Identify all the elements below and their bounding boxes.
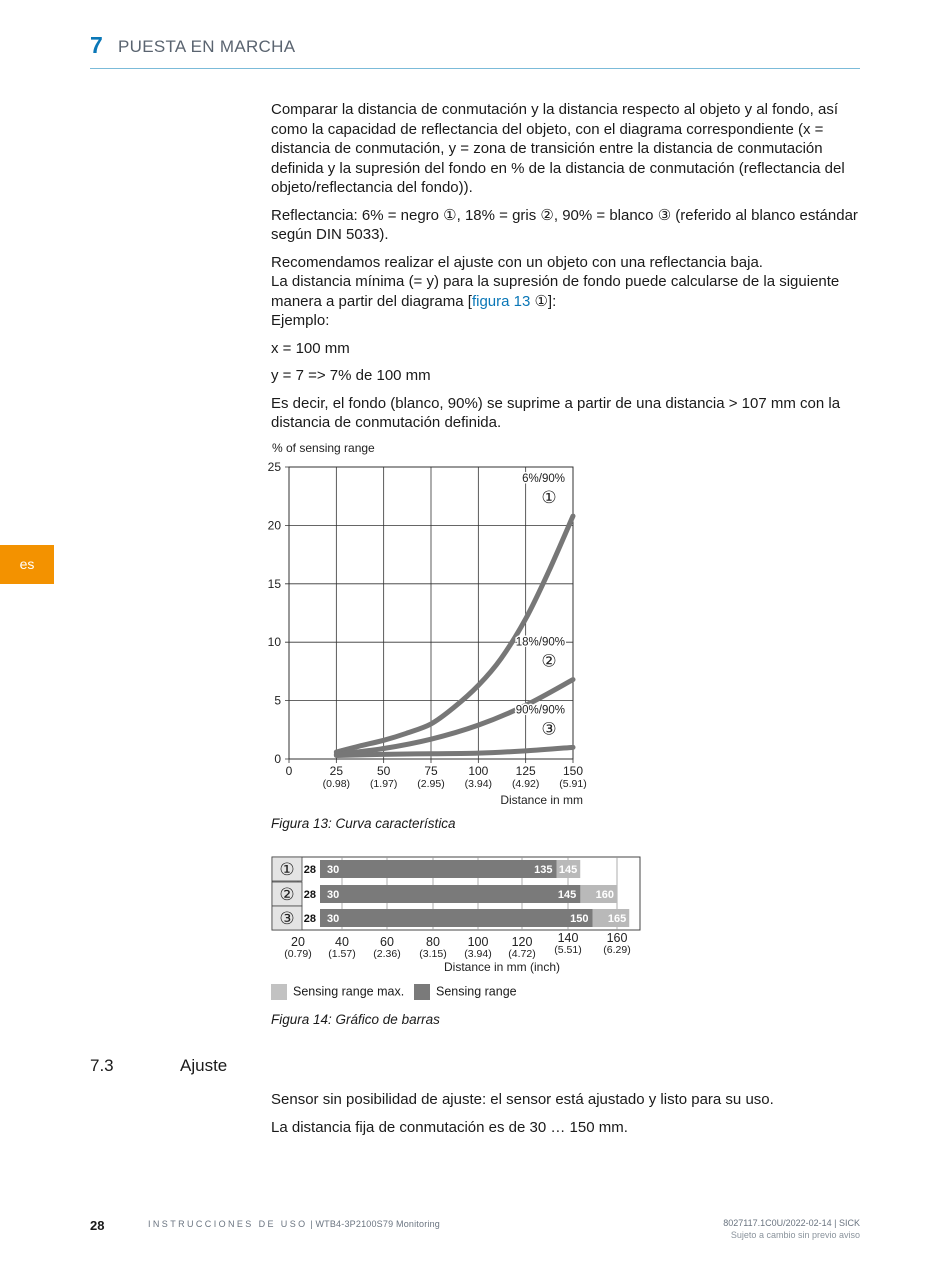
footer-doc-type: INSTRUCCIONES DE USO: [148, 1219, 308, 1229]
x-tick-label-inch: (2.95): [417, 778, 445, 790]
y-tick-label: 15: [267, 576, 281, 591]
section-text: [271, 1090, 861, 1145]
series-marker-1: ①: [541, 488, 557, 508]
section-paragraph-2: La distancia fija de conmutación es de 30 … 150 mm.: [271, 1118, 628, 1136]
section-title: Ajuste: [180, 1056, 228, 1075]
x-tick-label: 60: [380, 935, 394, 949]
series-marker-2: ②: [541, 651, 557, 671]
x-tick-label-inch: (5.51): [554, 944, 582, 956]
y-tick-label: 0: [274, 752, 281, 766]
x-tick-label: 150: [562, 764, 584, 778]
y-tick-label: 20: [267, 518, 281, 533]
x-tick-label: 140: [557, 931, 579, 945]
figure-13-link[interactable]: figura 13: [471, 292, 531, 310]
footer-doc-title: [148, 1219, 440, 1229]
bar-max-end-label: 160: [595, 889, 614, 901]
bar-range: [320, 909, 593, 927]
x-tick-label: 100: [468, 764, 489, 778]
bar-start-label: 28: [303, 913, 316, 925]
bar-rows: [272, 857, 629, 930]
figure-14-caption: Figura 14: Gráfico de barras: [271, 1012, 440, 1027]
paragraph-recommendation: [271, 253, 861, 331]
x-tick-label-inch: (1.57): [328, 948, 356, 960]
x-tick-label-inch: (2.36): [373, 948, 401, 960]
bar-chart: [262, 850, 662, 980]
bar-range-start-label: 30: [327, 864, 340, 876]
header-rule: [90, 68, 860, 69]
min-distance-text: La distancia mínima (= y) para la supresión de fondo puede calcularse de la siguiente manera a partir del diagrama [: [271, 273, 840, 310]
x-tick-label: 100: [467, 935, 489, 949]
y-tick-label: 5: [274, 693, 281, 708]
x-tick-label-inch: (4.72): [508, 948, 536, 960]
x-axis-label: Distance in mm (inch): [443, 960, 561, 974]
footer-doc-id: 8027117.1C0U/2022-02-14 | SICK: [723, 1218, 860, 1228]
x-tick-label-inch: (1.97): [369, 778, 398, 790]
x-tick-label-inch: (6.29): [603, 944, 631, 956]
page-number: 28: [90, 1218, 105, 1233]
figure-13-caption: Figura 13: Curva característica: [271, 816, 456, 831]
y-tick-label: 25: [267, 460, 281, 474]
characteristic-curve-chart: [262, 438, 602, 810]
legend-swatch-range: [414, 984, 430, 1000]
legend-range-label: Sensing range: [436, 984, 517, 999]
recommendation-text: Recomendamos realizar el ajuste con un objeto con una reflectancia baja.: [271, 253, 763, 271]
series-label-3: 90%/90%: [515, 704, 565, 717]
legend-max-label: Sensing range max.: [293, 984, 405, 999]
paragraph-reflectance: Reflectancia: 6% = negro ①, 18% = gris ②, 90% = blanco ③ (referido al blanco estándar según DIN 5033).: [271, 206, 858, 243]
bar-range-start-label: 30: [327, 889, 340, 901]
example-y: y = 7 => 7% de 100 mm: [271, 367, 431, 384]
y-tick-label: 10: [267, 635, 281, 650]
section-number: 7.3: [90, 1056, 114, 1075]
legend-swatch-max: [271, 984, 287, 1000]
footer-disclaimer: Sujeto a cambio sin previo aviso: [730, 1230, 860, 1240]
bar-range: [320, 885, 580, 903]
language-tab[interactable]: es: [0, 545, 54, 584]
bar-start-label: 28: [303, 864, 316, 876]
x-tick-label: 80: [426, 935, 440, 949]
min-distance-suffix: ①]:: [530, 292, 557, 310]
y-axis-label: % of sensing range: [272, 441, 375, 455]
paragraph-conclusion: Es decir, el fondo (blanco, 90%) se suprime a partir de una distancia > 107 mm con la distancia de conmutación definida.: [271, 394, 841, 431]
bar-range-end-label: 145: [557, 889, 577, 901]
x-tick-label: 160: [606, 931, 628, 945]
x-tick-label-inch: (0.79): [284, 948, 312, 960]
row-label: ②: [279, 885, 295, 904]
legend-range: [414, 984, 517, 1000]
bar-range-start-label: 30: [327, 913, 340, 925]
section-paragraph-1: Sensor sin posibilidad de ajuste: el sensor está ajustado y listo para su uso.: [271, 1091, 774, 1108]
x-tick-label: 20: [291, 935, 305, 949]
tick-labels: [284, 931, 630, 960]
x-tick-label-inch: (3.94): [464, 948, 492, 960]
x-tick-label-inch: (3.94): [464, 778, 493, 790]
bar-start-label: 28: [303, 889, 316, 901]
x-tick-label-inch: (5.91): [559, 778, 587, 790]
x-tick-label: 75: [424, 764, 438, 778]
footer-doc-product: | WTB4-3P2100S79 Monitoring: [307, 1219, 441, 1229]
x-tick-label-inch: (3.15): [419, 948, 447, 960]
bar-max-end-label: 165: [607, 913, 627, 925]
bar-row-2: [272, 882, 617, 906]
example-label: Ejemplo:: [271, 312, 330, 329]
bar-range-end-label: 150: [570, 913, 589, 925]
x-tick-label: 40: [335, 935, 349, 949]
intro-text: [271, 100, 861, 441]
series-line-1: [336, 516, 573, 752]
chapter-number: 7: [90, 32, 103, 58]
x-axis-label: Distance in mm: [500, 793, 583, 807]
bar-row-3: [272, 906, 629, 930]
legend-max: [271, 984, 404, 1000]
series-label-2: 18%/90%: [515, 636, 565, 649]
chapter-title: PUESTA EN MARCHA: [118, 37, 296, 56]
x-tick-label: 25: [329, 764, 344, 778]
bar-range-end-label: 135: [534, 864, 553, 876]
x-tick-label: 0: [285, 764, 293, 778]
series-marker-3: ③: [541, 719, 557, 739]
row-label: ③: [279, 909, 295, 928]
x-tick-label-inch: (4.92): [511, 778, 540, 790]
example-x: x = 100 mm: [271, 339, 350, 357]
x-tick-label: 120: [511, 935, 533, 949]
series-label-1: 6%/90%: [522, 473, 565, 486]
bar-range: [320, 860, 557, 878]
bar-max-end-label: 145: [558, 864, 578, 876]
paragraph-compare: Comparar la distancia de conmutación y la distancia respecto al objeto y al fondo, así como la capacidad de reflectancia del objeto, con el diagrama correspondiente (x = distancia de conmutación, y = zona de transición entre la distancia de conmutación definida y la supresión del fondo en % de la distancia de conmutación (reflectancia del objeto/reflectancia del fondo)).: [271, 101, 845, 196]
x-tick-label-inch: (0.98): [322, 778, 351, 790]
row-label: ①: [279, 860, 295, 879]
x-tick-label: 125: [515, 764, 536, 778]
x-tick-label: 50: [376, 764, 391, 778]
